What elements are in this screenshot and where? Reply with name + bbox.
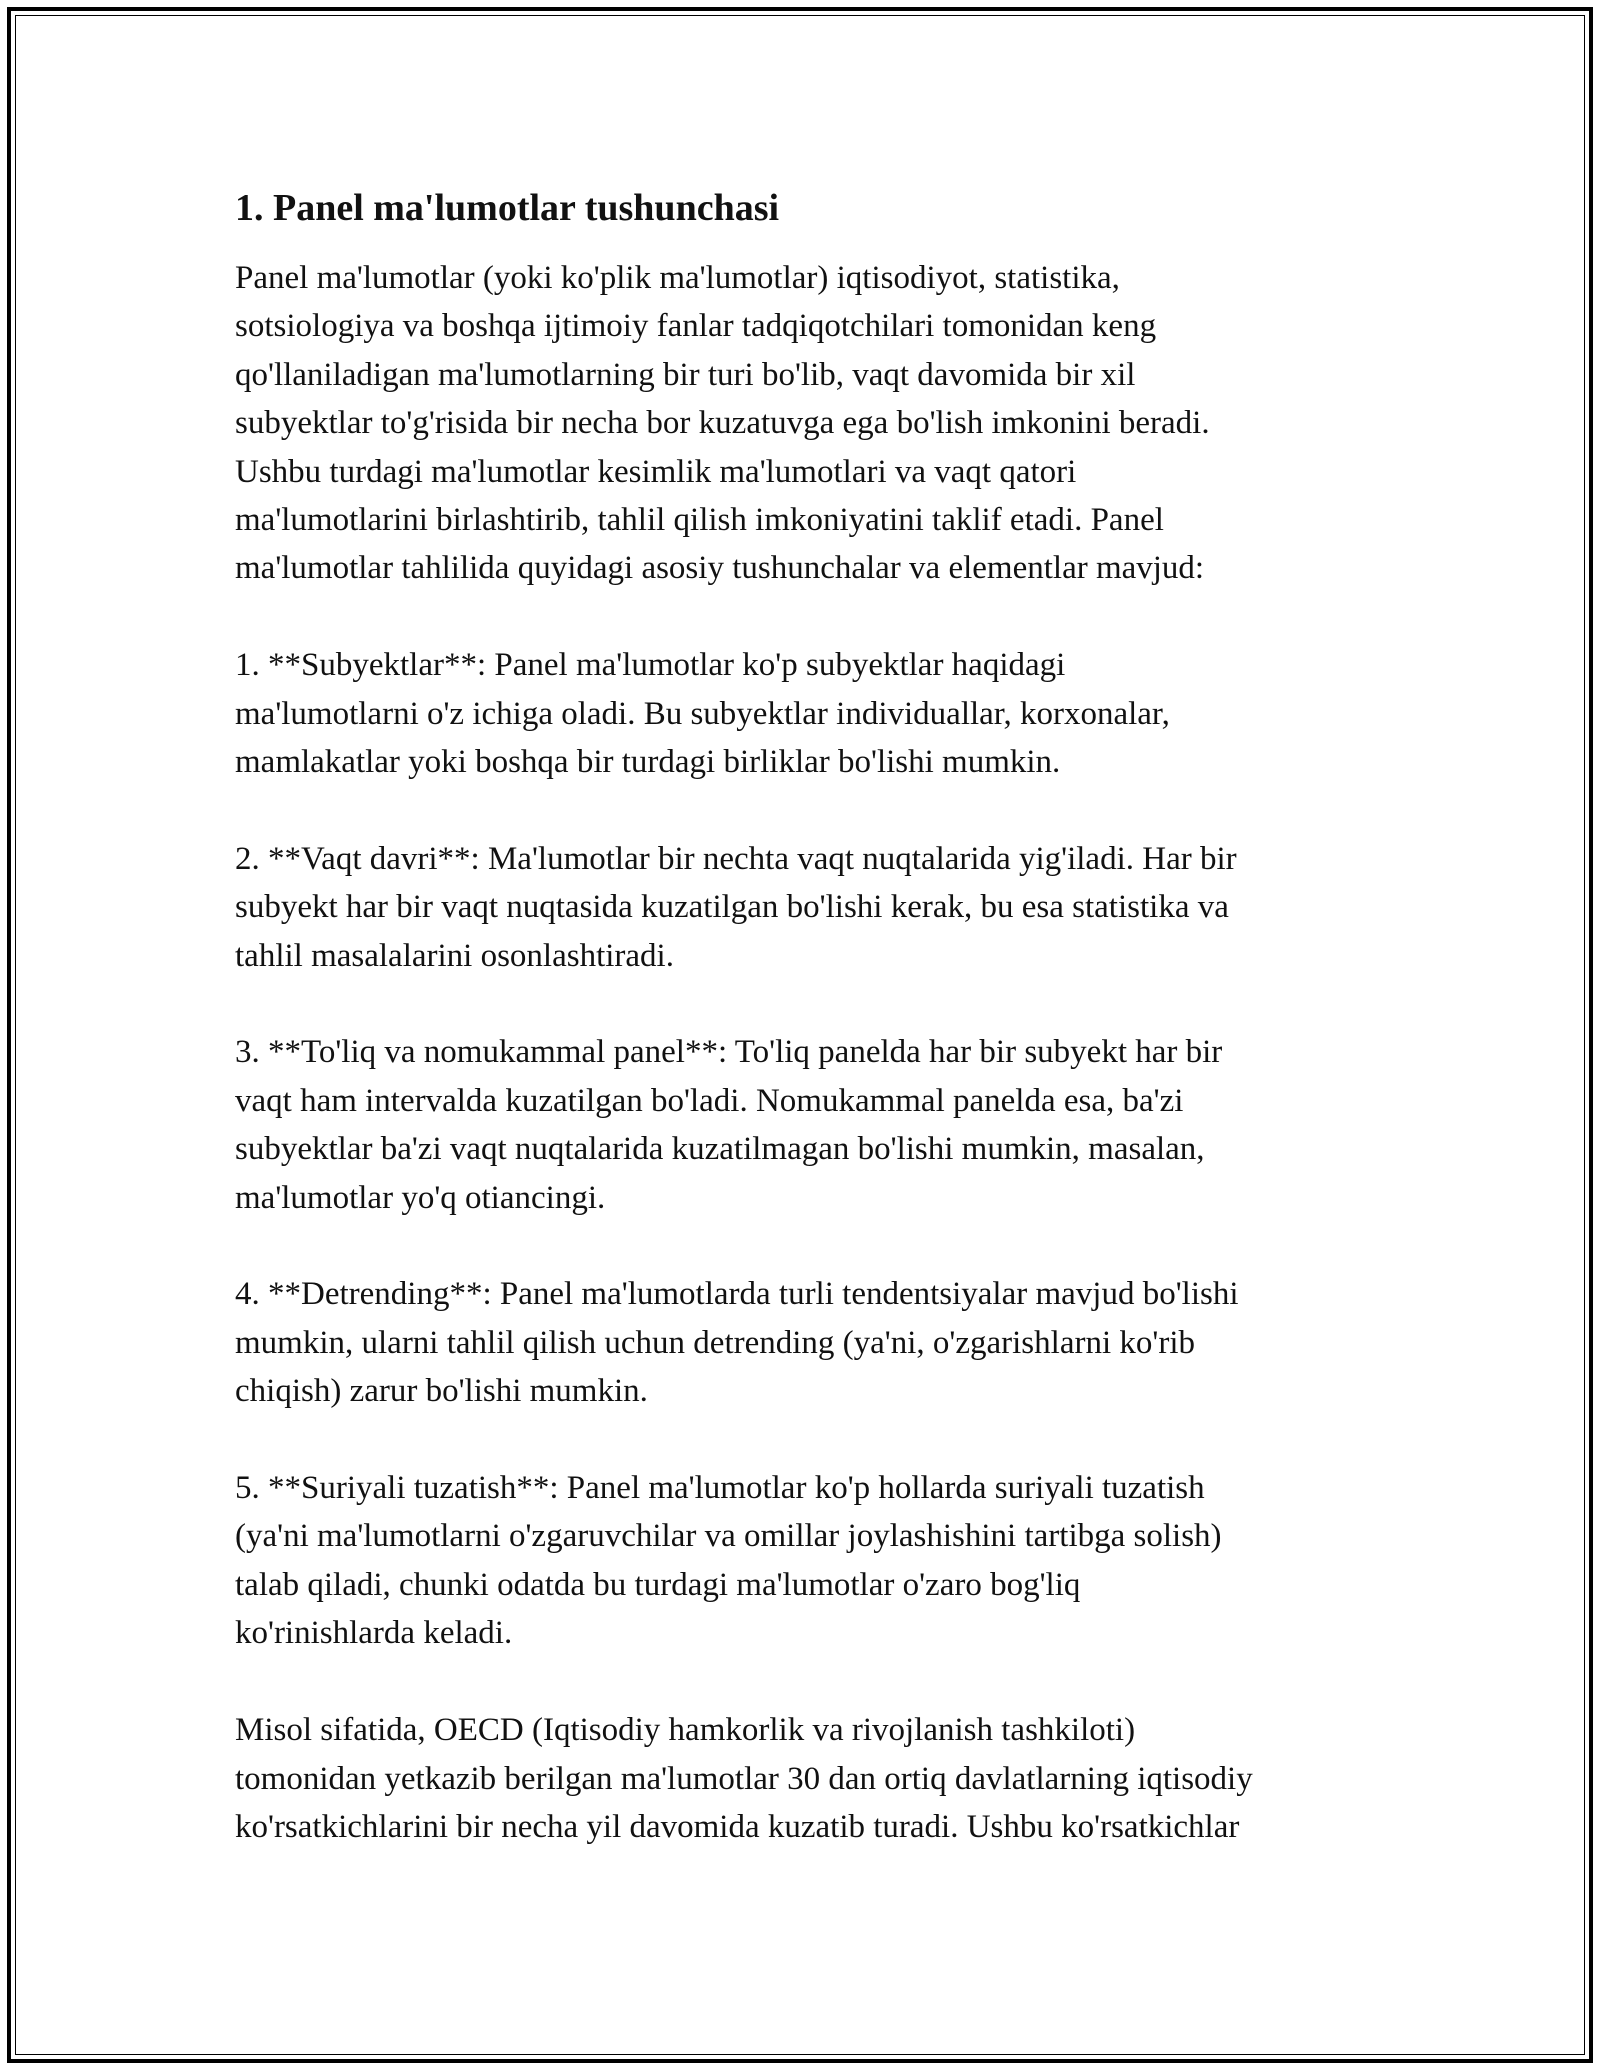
text-line: (ya'ni ma'lumotlarni o'zgaruvchilar va omillar joylashishini tartibga solish) (235, 1518, 1222, 1555)
document-title: 1. Panel ma'lumotlar tushunchasi (235, 187, 780, 229)
text-line: chiqish) zarur bo'lishi mumkin. (235, 1373, 648, 1410)
example-paragraph (235, 1706, 1415, 1851)
text-line: mumkin, ularni tahlil qilish uchun detrending (ya'ni, o'zgarishlarni ko'rib (235, 1324, 1195, 1361)
list-item-time-period (235, 835, 1415, 980)
text-line: 4. **Detrending**: Panel ma'lumotlarda turli tendentsiyalar mavjud bo'lishi (235, 1276, 1239, 1313)
text-line: vaqt ham intervalda kuzatilgan bo'ladi. Nomukammal panelda esa, ba'zi (235, 1082, 1184, 1119)
list-item-adjustment (235, 1464, 1415, 1658)
text-line: Panel ma'lumotlar (yoki ko'plik ma'lumotlar) iqtisodiyot, statistika, (235, 260, 1120, 296)
text-line: Ushbu turdagi ma'lumotlar kesimlik ma'lumotlari va vaqt qatori (235, 453, 1077, 490)
text-line: subyektlar to'g'risida bir necha bor kuzatuvga ega bo'lish imkonini beradi. (235, 405, 1210, 442)
text-line: sotsiologiya va boshqa ijtimoiy fanlar tadqiqotchilari tomonidan keng (235, 308, 1157, 345)
text-line: ko'rsatkichlarini bir necha yil davomida kuzatib turadi. Ushbu ko'rsatkichlar (235, 1808, 1240, 1845)
text-line: talab qiladi, chunki odatda bu turdagi ma'lumotlar o'zaro bog'liq (235, 1566, 1081, 1603)
text-line: tomonidan yetkazib berilgan ma'lumotlar 30 dan ortiq davlatlarning iqtisodiy (235, 1760, 1253, 1797)
text-line: 1. **Subyektlar**: Panel ma'lumotlar ko'p subyektlar haqidagi (235, 647, 1066, 684)
text-line: qo'llaniladigan ma'lumotlarning bir turi bo'lib, vaqt davomida bir xil (235, 356, 1136, 393)
text-line: subyekt har bir vaqt nuqtasida kuzatilgan bo'lishi kerak, bu esa statistika va (235, 889, 1229, 926)
intro-paragraph (235, 254, 1415, 593)
text-line: ma'lumotlarini birlashtirib, tahlil qilish imkoniyatini taklif etadi. Panel (235, 502, 1164, 539)
text-line: subyektlar ba'zi vaqt nuqtalarida kuzatilmagan bo'lishi mumkin, masalan, (235, 1131, 1205, 1168)
text-line: 2. **Vaqt davri**: Ma'lumotlar bir nechta vaqt nuqtalarida yig'iladi. Har bir (235, 840, 1237, 877)
text-line: ma'lumotlar yo'q otiancingi. (235, 1179, 606, 1216)
text-line: ma'lumotlarni o'z ichiga oladi. Bu subyektlar individuallar, korxonalar, (235, 695, 1170, 732)
list-item-detrending (235, 1270, 1415, 1415)
text-line: Misol sifatida, OECD (Iqtisodiy hamkorlik va rivojlanish tashkiloti) (235, 1712, 1136, 1749)
text-line: ma'lumotlar tahlilida quyidagi asosiy tushunchalar va elementlar mavjud: (235, 550, 1205, 587)
list-item-subjects (235, 641, 1415, 786)
text-line: tahlil masalalarini osonlashtiradi. (235, 937, 674, 974)
text-line: 5. **Suriyali tuzatish**: Panel ma'lumotlar ko'p hollarda suriyali tuzatish (235, 1470, 1205, 1507)
text-line: 3. **To'liq va nomukammal panel**: To'liq panelda har bir subyekt har bir (235, 1034, 1223, 1071)
text-line: mamlakatlar yoki boshqa bir turdagi birliklar bo'lishi mumkin. (235, 744, 1061, 781)
list-item-balanced-panel (235, 1028, 1415, 1222)
text-line: ko'rinishlarda keladi. (235, 1615, 513, 1652)
document-body (235, 184, 1415, 1851)
